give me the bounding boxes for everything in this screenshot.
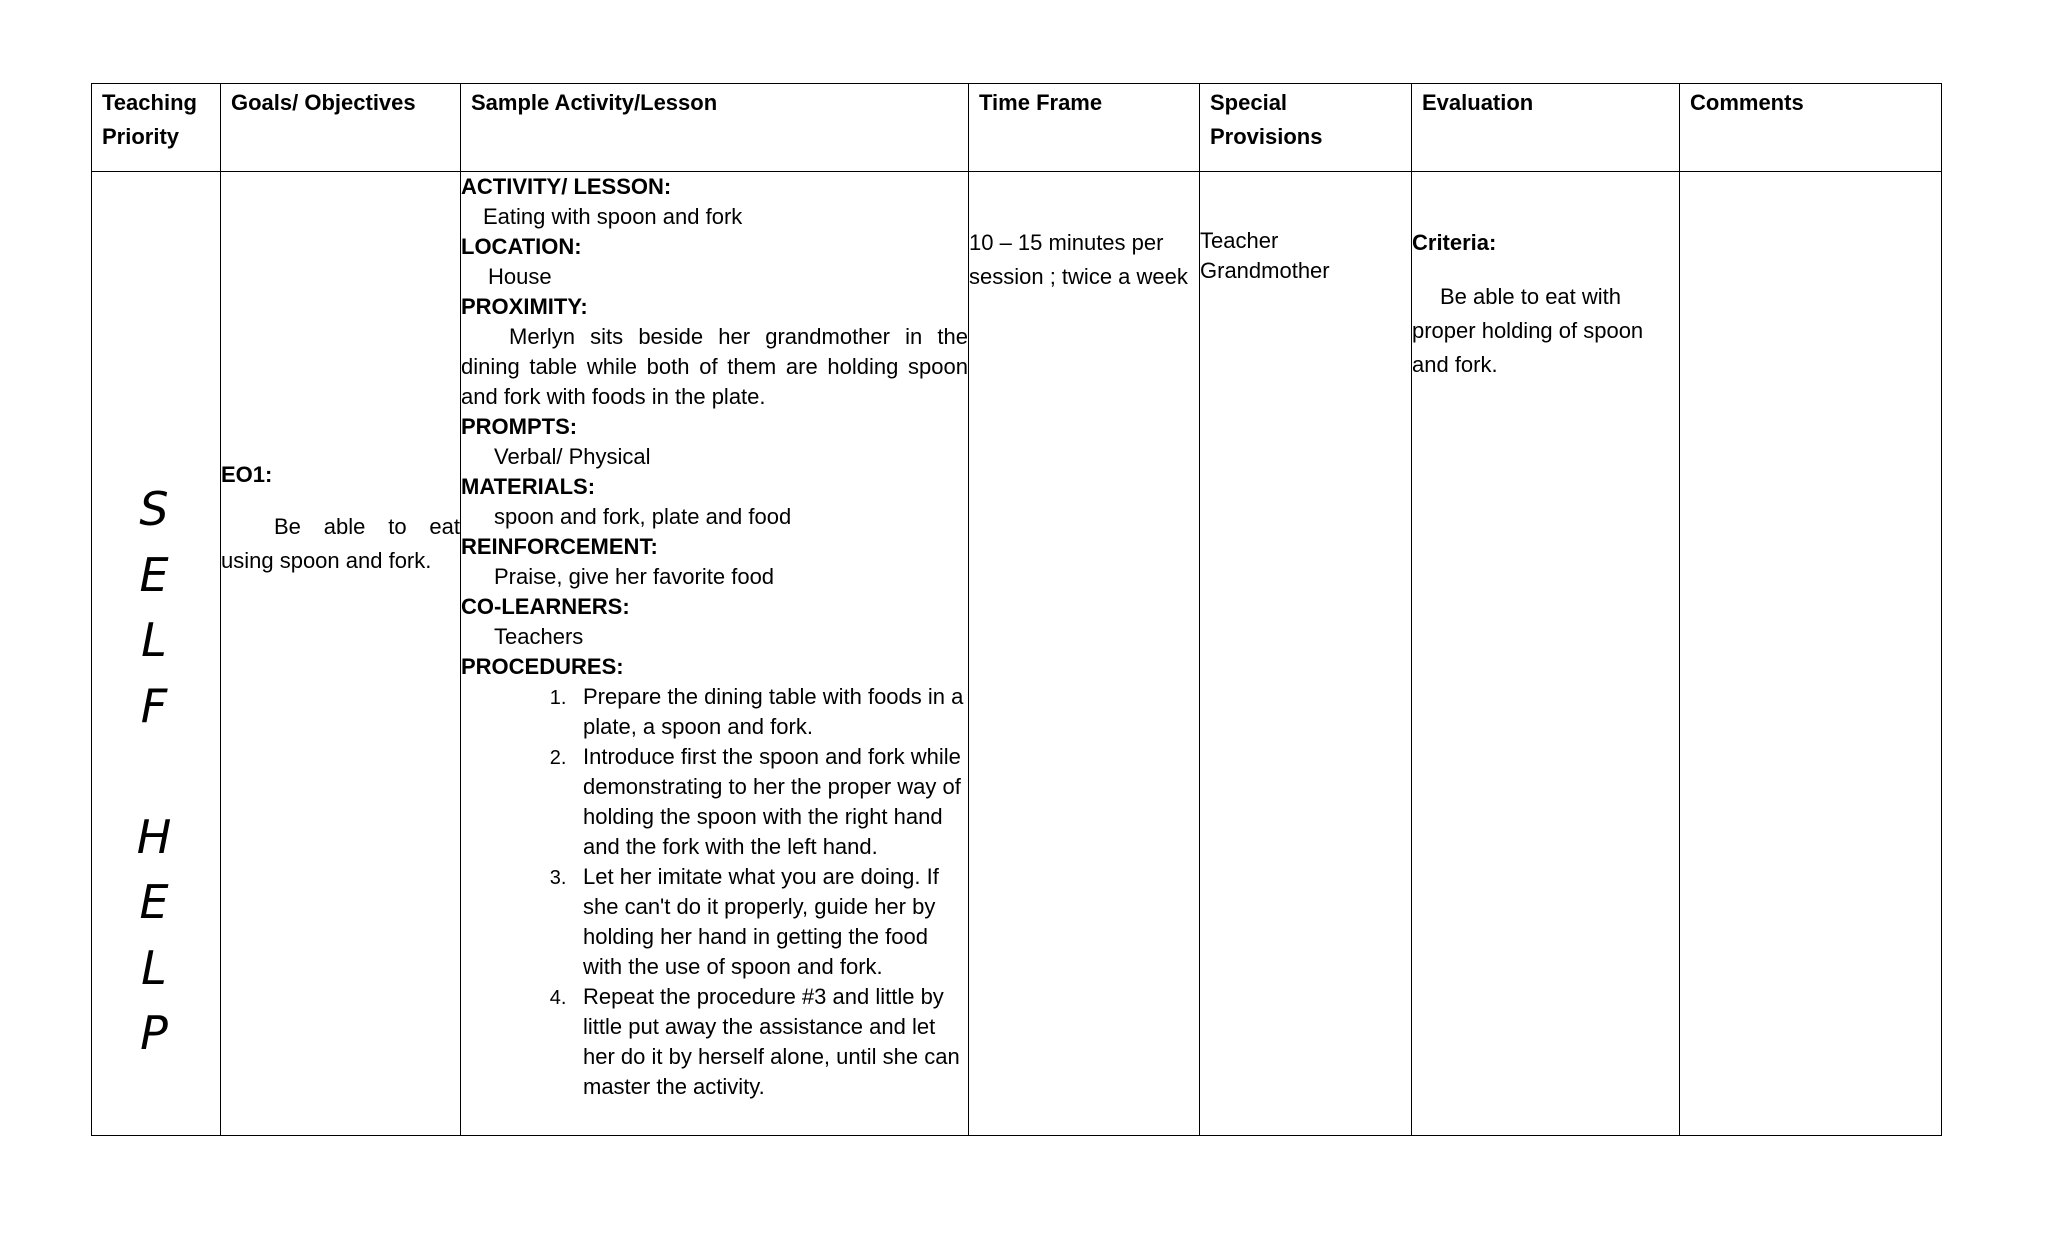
criteria-label: Criteria: [1412,230,1497,255]
evaluation-cell [1412,172,1680,1136]
criteria-text: Be able to eat with proper holding of spoon and fork. [1412,284,1644,377]
priority-letter: L [141,613,167,667]
header-teaching-priority: Teaching Priority [92,84,221,172]
proximity-value: Merlyn sits beside her grandmother in the dining table while both of them are holding spoon and fork with foods in the plate. [461,324,968,409]
priority-vertical-text [92,172,220,1135]
header-special-provisions: Special Provisions [1200,84,1412,172]
reinforcement-label: REINFORCEMENT: [461,534,658,559]
colearners-value: Teachers [494,624,584,649]
lesson-plan-table [91,83,1942,1136]
comments-cell [1680,172,1942,1136]
location-label: LOCATION: [461,234,582,259]
header-time-frame: Time Frame [969,84,1200,172]
colearners-label: CO-LEARNERS: [461,594,630,619]
time-frame-text: 10 – 15 minutes per session ; twice a week [969,230,1188,289]
location-value: House [488,264,552,289]
special-provisions-cell [1200,172,1412,1136]
teaching-priority-cell [92,172,221,1136]
prompts-value: Verbal/ Physical [494,444,651,469]
time-frame-cell [969,172,1200,1136]
list-item: 1. Prepare the dining table with foods in a plate, a spoon and fork. [572,682,968,742]
objective-text: Be able to eat using spoon and fork. [221,514,460,573]
materials-value: spoon and fork, plate and food [494,504,792,529]
activity-value: Eating with spoon and fork [483,204,743,229]
activity-label: ACTIVITY/ LESSON: [461,174,672,199]
header-comments: Comments [1680,84,1942,172]
priority-letter: L [141,941,167,995]
proximity-label: PROXIMITY: [461,294,588,319]
table-row [92,172,1942,1136]
procedures-list [461,682,968,1102]
priority-letter: P [140,1006,168,1060]
materials-label: MATERIALS: [461,474,596,499]
activity-cell [461,172,969,1136]
objective-code: EO1: [221,462,273,487]
list-item: 3. Let her imitate what you are doing. If she can't do it properly, guide her by holding her hand in getting the food with the use of spoon and fork. [572,862,968,982]
header-row [92,84,1942,172]
list-item: 2. Introduce first the spoon and fork while demonstrating to her the proper way of holding the spoon with the right hand and the fork with the left hand. [572,742,968,862]
header-evaluation: Evaluation [1412,84,1680,172]
goals-cell [221,172,461,1136]
header-goals-objectives: Goals/ Objectives [221,84,461,172]
reinforcement-value: Praise, give her favorite food [494,564,775,589]
prompts-label: PROMPTS: [461,414,578,439]
priority-letter: F [140,679,168,733]
priority-letter: E [139,875,169,929]
list-item: 4. Repeat the procedure #3 and little by little put away the assistance and let her do it by herself alone, until she can master the activity. [572,982,968,1102]
priority-letter: H [136,810,172,864]
header-sample-activity: Sample Activity/Lesson [461,84,969,172]
provisions-text [1200,226,1411,286]
provision-teacher: Teacher [1200,228,1279,253]
procedures-label: PROCEDURES: [461,654,624,679]
provision-grandmother: Grandmother [1200,258,1330,283]
priority-letter: E [139,548,169,602]
priority-letter: S [139,482,169,536]
